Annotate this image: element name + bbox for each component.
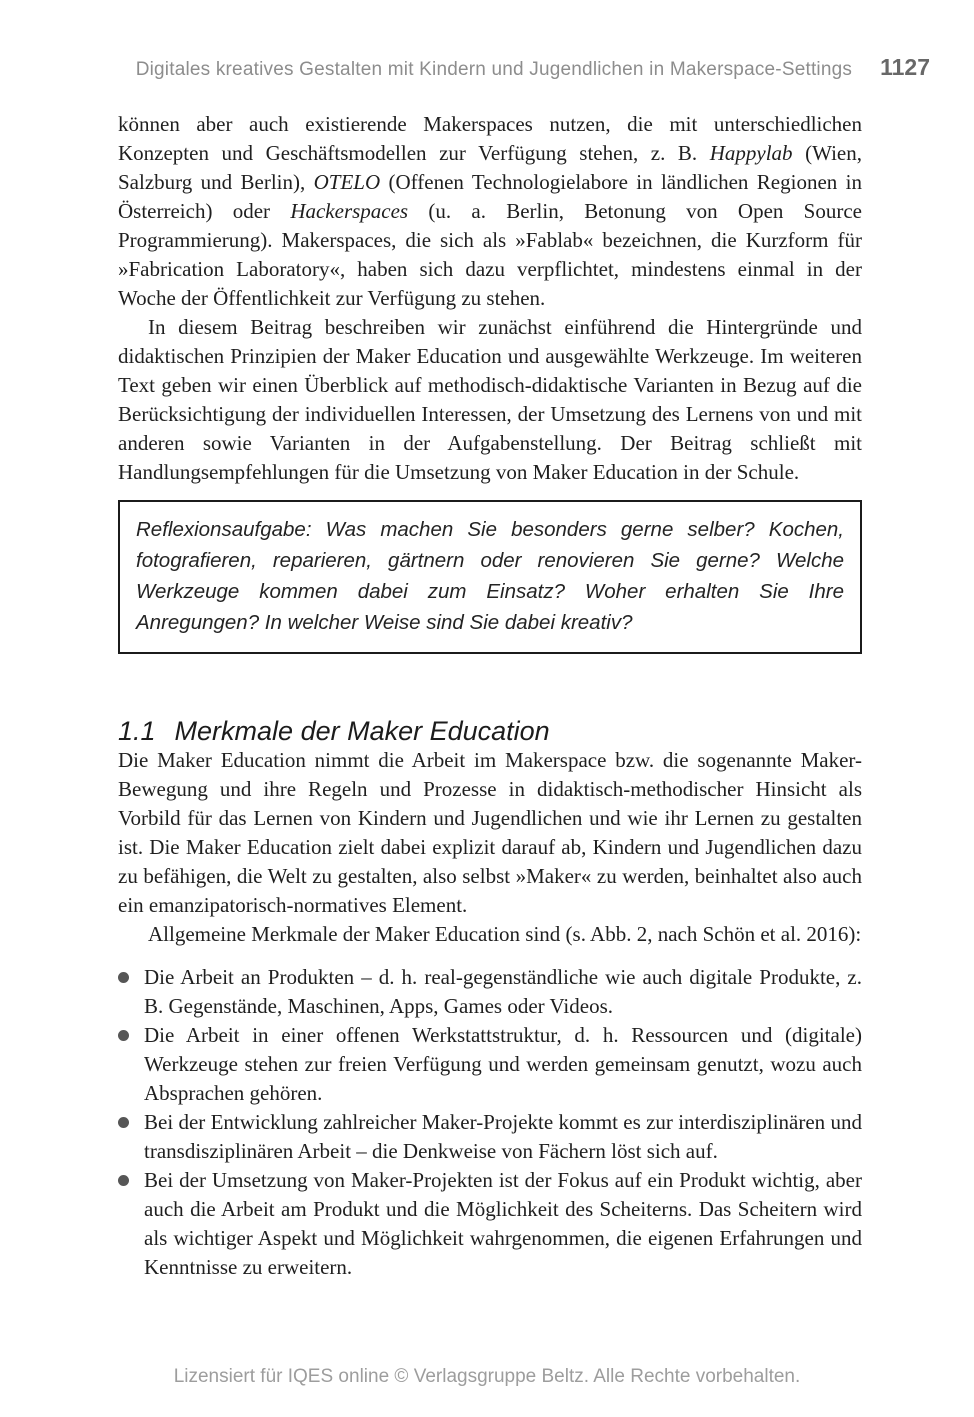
bullet-text: Bei der Umsetzung von Maker-Projekten ist der Fokus auf ein Produkt wichtig, aber auch die Arbeit am Produkt und die Möglichkeit des Scheiterns. Das Scheitern wird als wichtiger Aspekt und Möglichkeit wahrgenommen, die eigenen Erfahrungen und Kenntnisse zu erweitern. [144,1168,862,1279]
list-item [118,1021,862,1108]
paragraph-merkmale-lead: Allgemeine Merkmale der Maker Education sind (s. Abb. 2, nach Schön et al. 2016): [148,922,862,946]
page-footer [0,1366,974,1388]
bullet-icon [118,1166,144,1282]
bullet-text: Bei der Entwicklung zahlreicher Maker-Projekte kommt es zur interdisziplinären und transdisziplinären Arbeit – die Denkweise von Fächern löst sich auf. [144,1110,862,1163]
bullet-list [118,963,862,1282]
license-text: Lizensiert für IQES online © Verlagsgruppe Beltz. Alle Rechte vorbehalten. [173,1366,801,1387]
list-item [118,1108,862,1166]
list-item [118,1166,862,1282]
paragraph-maker-education: Die Maker Education nimmt die Arbeit im Makerspace bzw. die sogenannte Maker-Bewegung und ihre Regeln und Prozesse in didaktisch-methodischer Hinsicht als Vorbild für das Lernen von Kindern und Jugendlichen und wie ihr Lernen zu gestalten ist. Die Maker Education zielt dabei explizit darauf ab, Kindern und Jugendlichen dazu zu befähigen, die Welt zu gestalten, also selbst »Maker« zu werden, beinhaltet also auch ein emanzipatorisch-normatives Element. [118,748,862,917]
bullet-icon [118,1021,144,1108]
running-head-title: Digitales kreatives Gestalten mit Kindern und Jugendlichen in Makerspace-Settings [135,59,853,80]
bullet-icon [118,963,144,1021]
reflection-text: Reflexionsaufgabe: Was machen Sie besonders gerne selber? Kochen, fotografieren, reparieren, gärtnern oder renovieren Sie gerne? Welche Werkzeuge kommen dabei zum Einsatz? Woher erhalten Sie Ihre Anregungen? In welcher Weise sind Sie dabei kreativ? [136,518,844,634]
content-column [118,110,862,1282]
paragraph-makerspaces: können aber auch existierende Makerspaces nutzen, die mit unterschiedlichen Konzepten und Geschäftsmodellen zur Verfügung stehen, z. B. Happylab (Wien, Salzburg und Berlin), OTELO (Offenen Technologielabore in ländlichen Regionen in Österreich) oder Hackerspaces (u. a. Berlin, Betonung von Open Source Programmierung). Makerspaces, die sich als »Fablab« bezeichnen, die Kurzform für »Fabrication Laboratory«, haben sich dazu verpflichtet, mindestens einmal in der Woche der Öffentlichkeit zur Verfügung zu stehen. [118,112,862,310]
bullet-text: Die Arbeit an Produkten – d. h. real-gegenständliche wie auch digitale Produkte, z. B. Gegenstände, Maschinen, Apps, Games oder Videos. [144,965,862,1018]
section-number: 1.1 [118,716,156,746]
section-heading [118,716,862,746]
running-header [118,54,930,81]
list-item [118,963,862,1021]
bullet-icon [118,1108,144,1166]
section-title: Merkmale der Maker Education [174,716,550,746]
reflection-box [118,500,862,654]
bullet-text: Die Arbeit in einer offenen Werkstattstruktur, d. h. Ressourcen und (digitale) Werkzeuge stehen zur freien Verfügung und werden gemeinsam genutzt, wozu auch Absprachen gehören. [144,1023,862,1105]
page-number: 1127 [880,54,930,80]
paragraph-beitrag-overview: In diesem Beitrag beschreiben wir zunächst einführend die Hintergründe und didaktischen Prinzipien der Maker Education und ausgewählte Werkzeuge. Im weiteren Text geben wir einen Überblick auf methodisch-didaktische Varianten in Bezug auf die Berücksichtigung der individuellen Interessen, der Umsetzung des Lernens von und mit anderen sowie Varianten in der Aufgabenstellung. Der Beitrag schließt mit Handlungsempfehlungen für die Umsetzung von Maker Education in der Schule. [118,315,862,484]
